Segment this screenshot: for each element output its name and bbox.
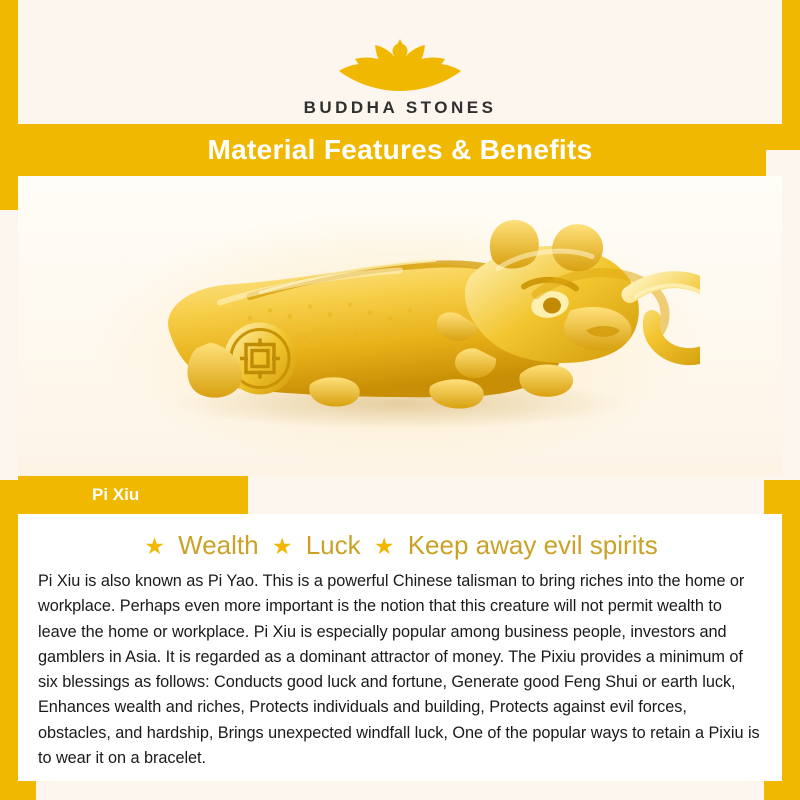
benefits-line	[38, 530, 762, 561]
brand-header	[18, 0, 782, 124]
lotus-meditation-icon	[18, 18, 782, 96]
image-caption-label: Pi Xiu	[92, 485, 140, 504]
gold-pixiu-charm-image	[100, 199, 700, 454]
benefit-item-3: Keep away evil spirits	[407, 530, 658, 560]
brand-name: BUDDHA STONES	[303, 98, 497, 117]
description-section	[18, 514, 782, 781]
image-caption-tab	[18, 476, 248, 514]
description-paragraph: Pi Xiu is also known as Pi Yao. This is a powerful Chinese talisman to bring riches into the home or workplace. Perhaps even more important is the notion that this creature will not permit wealth to leave the home or workplace. Pi Xiu is especially popular among business people, investors and gamblers in Asia. It is regarded as a dominant attractor of money. The Pixiu provides a minimum of six blessings as follows: Conducts good luck and fortune, Generate good Feng Shui or earth luck, Enhances wealth and riches, Protects individuals and building, Protects against evil forces, obstacles, and hardship, Brings unexpected windfall luck, One of the popular ways to retain a Pixiu is to wear it on a bracelet.	[38, 572, 760, 767]
star-icon-1: ★	[144, 533, 165, 559]
star-icon-2: ★	[271, 533, 293, 559]
hero-image	[18, 176, 782, 476]
section-title-band	[34, 124, 766, 176]
benefit-item-1: Wealth	[178, 530, 259, 560]
star-icon-3: ★	[373, 533, 395, 559]
page-title: Material Features & Benefits	[207, 134, 593, 165]
benefit-item-2: Luck	[305, 530, 361, 560]
content-column	[18, 0, 782, 800]
